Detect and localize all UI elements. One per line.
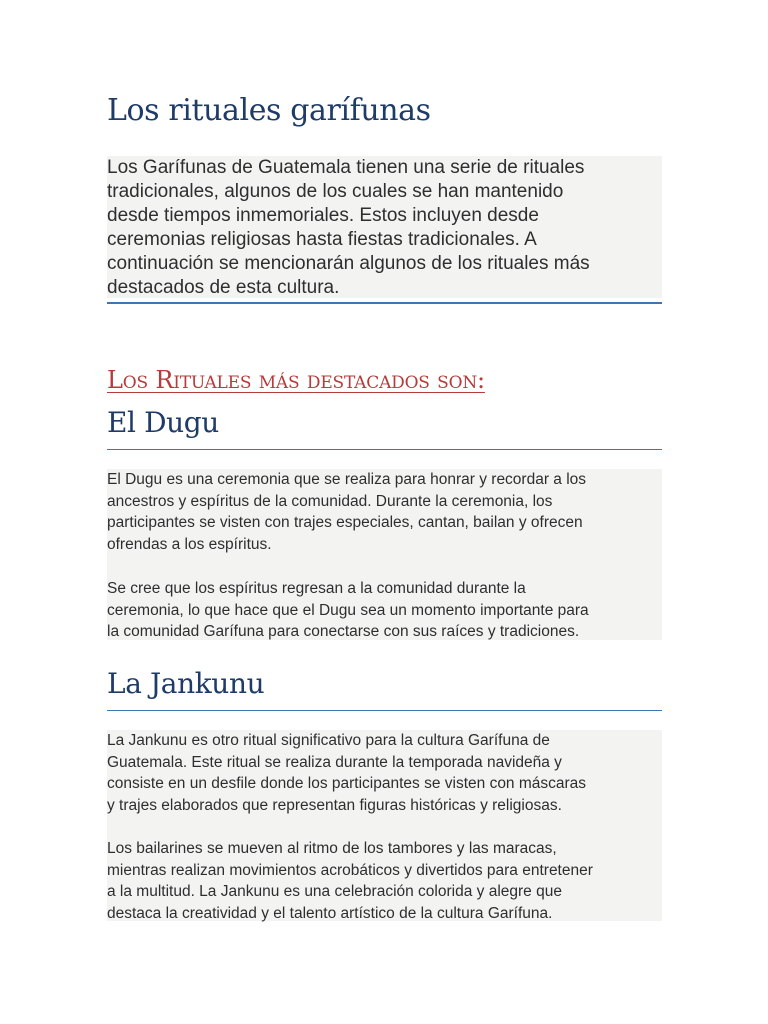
dugu-paragraph-2: Se cree que los espíritus regresan a la comunidad durante la ceremonia, lo que hace que el Dugu sea un momento importante para la comunidad Garífuna para conectarse con sus raíces y tradiciones. [107, 579, 589, 641]
intro-paragraph [107, 156, 662, 298]
dugu-paragraph-1: El Dugu es una ceremonia que se realiza para honrar y recordar a los ancestros y espíritus de la comunidad. Durante la ceremonia, los participantes se visten con trajes especiales, cantan, bailan y ofrecen ofrendas a los espíritus. [107, 471, 587, 554]
section-divider-jankunu [107, 710, 662, 711]
section-heading-dugu: El Dugu [107, 406, 219, 439]
section-divider-dugu [107, 449, 662, 450]
intro-divider [107, 302, 662, 304]
section-body-jankunu [107, 730, 662, 921]
jankunu-paragraph-2: Los bailarines se mueven al ritmo de los tambores y las maracas, mientras realizan movimientos acrobáticos y divertidos para entretener a la multitud. La Jankunu es una celebración colorida y alegre que destaca la creatividad y el talento artístico de la cultura Garífuna. [107, 839, 593, 922]
rituals-subtitle: Los Rituales más destacados son: [107, 366, 485, 394]
intro-text: Los Garífunas de Guatemala tienen una serie de rituales tradicionales, algunos de los cuales se han mantenido desde tiempos inmemoriales. Estos incluyen desde ceremonias religiosas hasta fiestas tradicionales. A continuación se mencionarán algunos de los rituales más destacados de esta cultura. [107, 157, 590, 298]
section-body-dugu [107, 469, 662, 640]
section-heading-jankunu: La Jankunu [107, 667, 265, 700]
page-title: Los rituales garífunas [107, 93, 431, 128]
jankunu-paragraph-1: La Jankunu es otro ritual significativo para la cultura Garífuna de Guatemala. Este ritual se realiza durante la temporada navideña y consiste en un desfile donde los participantes se visten con máscaras y trajes elaborados que representan figuras históricas y religiosas. [107, 732, 587, 815]
